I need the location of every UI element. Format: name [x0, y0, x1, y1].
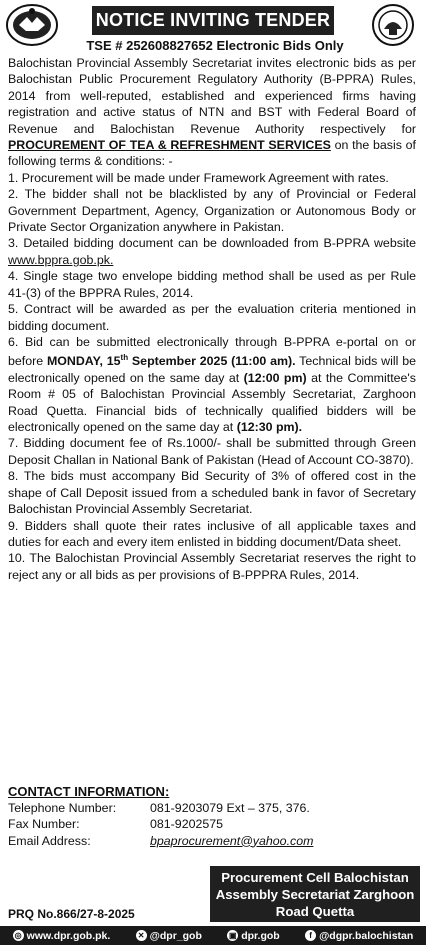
- intro-text: Balochistan Provincial Assembly Secretariat invites electronic bids as per Balochistan Public Procurement Regulatory Authority (B-PPRA) Rules, 2014 from well-reputed, established and experienced firms having registration and active status of NTN and BST with Federal Board of Revenue and Balochistan Revenue Authority respectively for: [8, 56, 416, 136]
- term-8: 8. The bids must accompany Bid Security of 3% of offered cost in the shape of Call Deposit issued from a scheduled bank in favor of Secretary Balochistan Provincial Assembly Secretariat.: [8, 469, 416, 517]
- bid-deadline-day: MONDAY, 15: [46, 354, 121, 369]
- email-row: [8, 833, 416, 849]
- term-6-part3: at the Committee's Room # 05 of Balochistan Provincial Assembly Secretariat, Zarghoon Road Quetta. Financial bids of technically qualified bidders will be electronically opened on the same day at: [8, 370, 416, 435]
- term-6: [8, 334, 416, 436]
- financial-opening-time: (12:30 pm).: [236, 420, 303, 435]
- footer-web[interactable]: [13, 930, 111, 942]
- bid-deadline-date: September 2025 (11:00 am).: [128, 354, 296, 369]
- office-line-2: Assembly Secretariat Zarghoon: [215, 886, 415, 902]
- phone-row: [8, 800, 416, 816]
- term-9: 9. Bidders shall quote their rates inclusive of all applicable taxes and duties for each and every item enlisted in bidding document/Data sheet.: [8, 518, 416, 549]
- fax-row: [8, 816, 416, 832]
- facebook-icon: f: [305, 930, 316, 941]
- footer-twitter[interactable]: [136, 930, 202, 942]
- footer-facebook-text: @dgpr.balochistan: [319, 929, 414, 942]
- email-label: Email Address:: [8, 833, 91, 848]
- term-10: 10. The Balochistan Provincial Assembly Secretariat reserves the right to reject any or all bids as per provisions of B-PPPRA Rules, 2014.: [8, 551, 416, 582]
- term-3-text: 3. Detailed bidding document can be downloaded from B-PPRA website: [8, 236, 416, 251]
- term-2: 2. The bidder shall not be blacklisted by any of Provincial or Federal Government Department, Agency, Organization or Autonomous Body or Private Sector Organization anywhere in Pakistan.: [8, 187, 416, 235]
- term-3: [8, 235, 416, 268]
- office-line-3: Road Quetta: [275, 903, 355, 919]
- instagram-icon: ▣: [228, 931, 237, 940]
- footer-instagram[interactable]: [227, 930, 280, 942]
- assembly-emblem-logo: [5, 3, 59, 47]
- contact-information: [8, 784, 416, 849]
- footer-bar: [0, 926, 426, 945]
- globe-icon: ◎: [13, 930, 24, 941]
- phone-label: Telephone Number:: [8, 801, 117, 816]
- technical-opening-time: (12:00 pm): [243, 370, 307, 385]
- intro-paragraph: [8, 55, 416, 170]
- bppra-website-link[interactable]: www.bppra.gob.pk.: [8, 252, 114, 267]
- fax-label: Fax Number:: [8, 817, 80, 832]
- term-7: 7. Bidding document fee of Rs.1000/- shall be submitted through Green Deposit Challan in National Bank of Pakistan (Head of Account CO-3870).: [8, 436, 416, 467]
- term-4: 4. Single stage two envelope bidding method shall be used as per Rule 41-(3) of the BPPRA Rules, 2014.: [8, 269, 416, 300]
- procurement-subject: PROCUREMENT OF TEA & REFRESHMENT SERVICES: [8, 138, 331, 153]
- balochistan-government-logo: [364, 3, 422, 47]
- tse-number: TSE # 252608827652 Electronic Bids Only: [86, 38, 344, 53]
- email-link[interactable]: bpaprocurement@yahoo.com: [150, 833, 314, 848]
- intro-tail: on the basis of following terms & conditions: -: [8, 138, 416, 169]
- procurement-cell-box: [210, 866, 420, 922]
- office-line-1: Procurement Cell Balochistan: [221, 869, 409, 885]
- notice-body: [8, 55, 416, 583]
- term-6-text: 6. Bid can be submitted electronically through B-PPRA e-portal on or before: [8, 334, 416, 369]
- footer-instagram-text: dpr.gob: [241, 929, 280, 942]
- contact-heading: CONTACT INFORMATION:: [8, 784, 170, 799]
- notice-title: NOTICE INVITING TENDER: [92, 6, 334, 35]
- footer-twitter-text: @dpr_gob: [149, 929, 202, 942]
- term-5: 5. Contract will be awarded as per the evaluation criteria mentioned in bidding document.: [8, 302, 416, 333]
- deadline-ordinal: th: [120, 353, 129, 363]
- term-6-part2: Technical bids will be electronically opened on the same day at: [8, 354, 416, 385]
- footer-facebook[interactable]: [305, 930, 413, 942]
- term-1: 1. Procurement will be made under Framework Agreement with rates.: [8, 170, 389, 185]
- phone-value: 081-9203079 Ext – 375, 376.: [150, 801, 310, 816]
- fax-value: 081-9202575: [150, 817, 224, 832]
- footer-web-text: www.dpr.gob.pk.: [26, 929, 111, 942]
- twitter-icon: ✕: [136, 930, 147, 941]
- prq-number: PRQ No.866/27-8-2025: [8, 907, 135, 921]
